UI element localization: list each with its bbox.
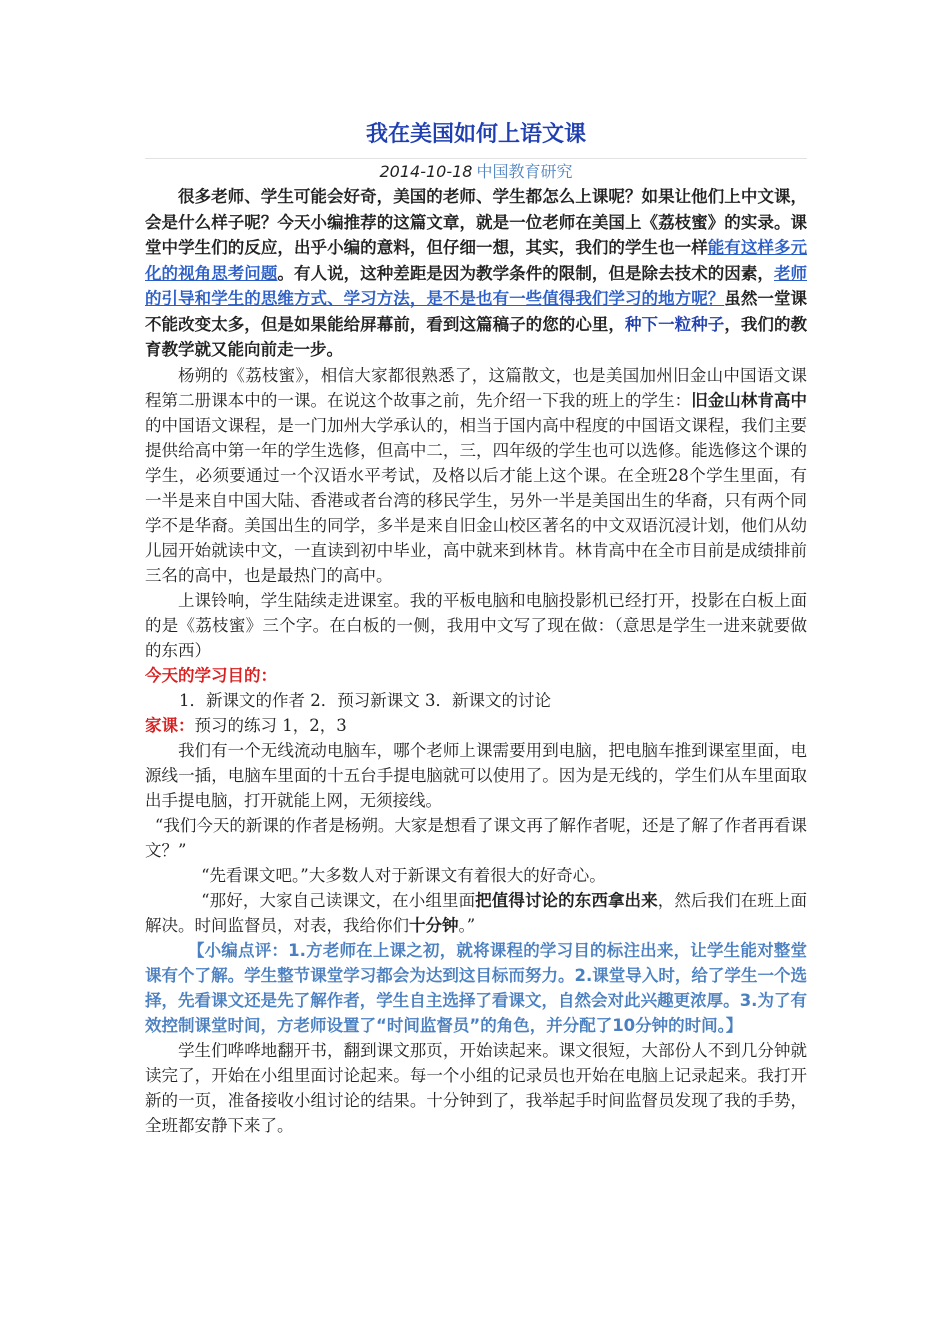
intro-text-2: 。有人说，这种差距是因为教学条件的限制，但是除去技术的因素， — [277, 263, 774, 283]
dialogue-3-text-1: “那好，大家自己读课文，在小组里面 — [201, 890, 476, 910]
para1-bold: 旧金山林肯高中 — [691, 390, 808, 410]
dialogue-3-bold-1: 把值得讨论的东西拿出来 — [475, 890, 658, 910]
goals-label-text: 今天的学习目的： — [145, 665, 277, 685]
intro-text-3: 虽然一堂课不能改变太多，但是如果能给屏幕前，看到这篇稿子的您的心里， — [145, 289, 808, 334]
body-paragraph-3: 我们有一个无线流动电脑车，哪个老师上课需要用到电脑，把电脑车推到课室里面，电源线一插，电脑车里面的十五台手提电脑就可以使用了。因为是无线的，学生们从车里面取出手提电脑，打开就能上网，无须接线。 — [145, 740, 807, 810]
homework-label: 家课： — [145, 715, 195, 735]
intro-text-4: ，我们的教育教学就又能向前走一步。 — [145, 314, 808, 359]
goals-list: 1．新课文的作者 2．预习新课文 3．新课文的讨论 — [179, 690, 551, 710]
article-source-link[interactable]: 中国教育研究 — [476, 162, 573, 181]
title-divider — [145, 158, 807, 159]
para1-text-1: 杨朔的《荔枝蜜》，相信大家都很熟悉了，这篇散文，也是美国加州旧金山中国语文课程第二册课本中的一课。在说这个故事之前，先介绍一下我的班上的学生： — [145, 365, 807, 410]
article-date: 2014-10-18 — [379, 162, 473, 181]
intro-text-1: 很多老师、学生可能会好奇，美国的老师、学生都怎么上课呢？如果让他们上中文课，会是什么样子呢？今天小编推荐的这篇文章，就是一位老师在美国上《荔枝蜜》的实录。课堂中学生们的反应，出乎小编的意料，但仔细一想，其实，我们的学生也一样 — [145, 187, 807, 257]
dialogue-3-text-2: ，然后我们在班上面解决。时间监督员，对表，我给你们 — [145, 890, 808, 935]
intro-link-2[interactable]: 老师的引导和学生的思维方式、学习方法，是不是也有一些值得我们学习的地方呢？ — [145, 263, 808, 308]
article-title: 我在美国如何上语文课 — [365, 122, 586, 147]
body-paragraph-1 — [145, 363, 807, 588]
intro-paragraph — [145, 184, 807, 363]
dialogue-3 — [145, 888, 807, 938]
para1-text-2: 的中国语文课程，是一门加州大学承认的，相当于国内高中程度的中国语文课程，我们主要提供给高中第一年的学生选修，但高中二，三，四年级的学生也可以选修。能选修这个课的学生，必须要通过一个汉语水平考试，及格以后才能上这个课。在全班28个学生里面，有一半是来自中国大陆、香港或者台湾的移民学生，另外一半是美国出生的华裔，只有两个同学不是华裔。美国出生的同学，多半是来自旧金山校区著名的中文双语沉浸计划，他们从幼儿园开始就读中文，一直读到初中毕业，高中就来到林肯。林肯高中在全市目前是成绩排前三名的高中，也是最热门的高中。 — [145, 415, 807, 585]
homework-text: 预习的练习 1，2，3 — [194, 715, 347, 735]
dialogue-3-text-3: 。” — [458, 915, 476, 935]
document-page — [145, 118, 807, 1138]
goals-label — [145, 663, 807, 688]
dialogue-3-bold-2: 十分钟 — [409, 915, 459, 935]
article-meta — [145, 160, 807, 184]
homework-line — [145, 713, 807, 738]
body-paragraph-4: 学生们哗哗地翻开书，翻到课文那页，开始读起来。课文很短，大部份人不到几分钟就读完了，开始在小组里面讨论起来。每一个小组的记录员也开始在电脑上记录起来。我打开新的一页，准备接收小组讨论的结果。十分钟到了，我举起手时间监督员发现了我的手势，全班都安静下来了。 — [145, 1040, 807, 1135]
intro-emphasis: 种下一粒种子 — [625, 314, 725, 334]
body-paragraph-2: 上课铃响，学生陆续走进课室。我的平板电脑和电脑投影机已经打开，投影在白板上面的是《荔枝蜜》三个字。在白板的一侧，我用中文写了现在做：（意思是学生一进来就要做的东西） — [145, 590, 807, 660]
intro-link-1[interactable]: 能有这样多元化的视角思考问题 — [145, 238, 808, 283]
dialogue-1: “我们今天的新课的作者是杨朔。大家是想看了课文再了解作者呢，还是了解了作者再看课文？” — [145, 815, 807, 860]
editor-comment: 【小编点评：1.方老师在上课之初，就将课程的学习目的标注出来，让学生能对整堂课有个了解。学生整节课堂学习都会为达到这目标而努力。2.课堂导入时，给了学生一个选择，先看课文还是先了解作者，学生自主选择了看课文，自然会对此兴趣更浓厚。3.为了有效控制课堂时间，方老师设置了“时间监督员”的角色，并分配了10分钟的时间。】 — [145, 940, 807, 1035]
dialogue-2: “先看课文吧。”大多数人对于新课文有着很大的好奇心。 — [201, 865, 606, 885]
